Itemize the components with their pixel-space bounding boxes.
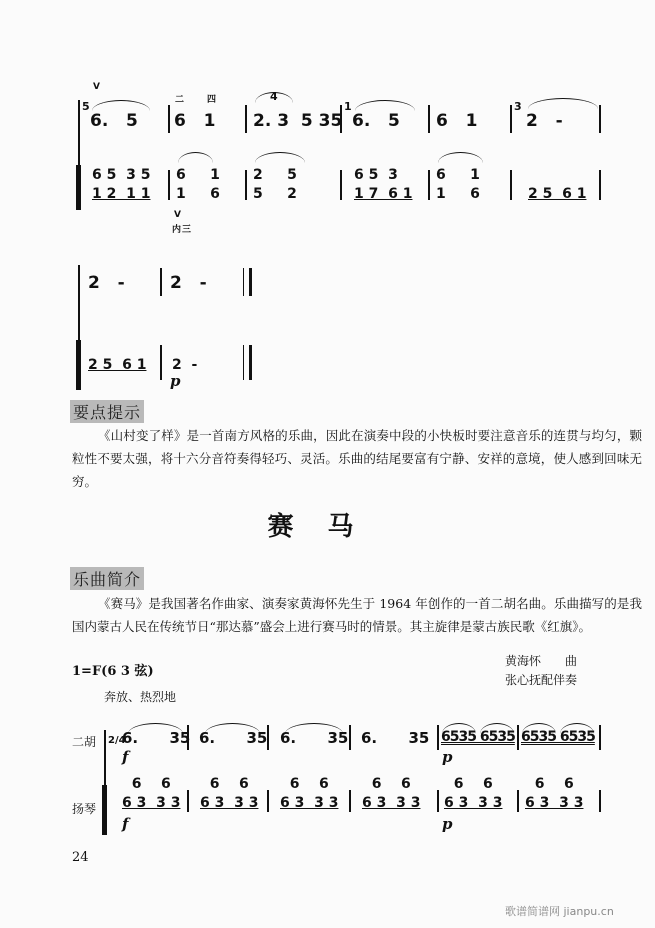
time-signature: 2/4 [108, 735, 126, 746]
piece-title: 赛马 [267, 512, 388, 542]
brace [102, 785, 107, 835]
yangqin-lower-measure: 2 5 6 1 [528, 186, 587, 202]
dynamic-mark: p [170, 372, 181, 390]
arranger: 张心抚配伴奏 [505, 673, 578, 687]
barline [510, 105, 512, 133]
barline [599, 170, 601, 200]
grace-note: 1 [344, 100, 352, 113]
watermark: 歌谱简谱网 jianpu.cn [505, 905, 614, 918]
dynamic-piano: p [442, 815, 453, 833]
slur [438, 152, 483, 163]
yangqin-upper-measure: 6 6 [362, 776, 411, 792]
erhu-measure: 6. 5 [90, 111, 138, 131]
yangqin-measure: 2 5 6 1 [88, 357, 147, 373]
yangqin-measure: 2 - [172, 357, 198, 373]
yangqin-upper-measure: 6 5 3 5 [92, 167, 151, 183]
bowing-mark: V [93, 82, 100, 92]
barline [517, 725, 519, 750]
yangqin-lower-measure: 6 3 3 3 [525, 795, 584, 811]
yangqin-label: 扬琴 [72, 802, 97, 816]
erhu-measure: 2. 3 5 35 [253, 111, 343, 131]
page-number: 24 [72, 850, 89, 865]
barline [428, 105, 430, 133]
string-mark: 内 [172, 225, 182, 235]
slur [255, 152, 305, 163]
tips-paragraph: 《山村变了样》是一首南方风格的乐曲，因此在演奏中段的小快板时要注意音乐的连贯与均匀，颗粒性不要太强，将十六分音符奏得轻巧、灵活。乐曲的结尾要富有宁静、安祥的意境，使人感到回味无穷。 [72, 428, 642, 489]
yangqin-lower-measure: 1 6 [176, 186, 220, 202]
final-barline [243, 345, 252, 380]
key-signature: 1=F(6 3 弦) [72, 664, 154, 679]
slur [528, 98, 598, 109]
barline [168, 105, 170, 133]
erhu-measure: 6 1 [436, 111, 478, 131]
grace-note: 5 [82, 100, 90, 113]
erhu-measure: 6. 5 [352, 111, 400, 131]
barline [599, 790, 601, 812]
erhu-measure: 6. 35 [199, 729, 268, 747]
barline [437, 725, 439, 750]
brace [76, 165, 81, 210]
slur [92, 100, 150, 111]
tempo-marking: 奔放、热烈地 [104, 690, 177, 704]
barline [437, 790, 439, 812]
erhu-measure: 6. 35 [280, 729, 349, 747]
tips-heading: 要点提示 [70, 400, 144, 423]
erhu-measure: 2 - [526, 111, 563, 131]
barline [428, 170, 430, 200]
erhu-measure: 2 - [88, 273, 125, 293]
yangqin-lower-measure: 6 3 3 3 [122, 795, 181, 811]
yangqin-lower-measure: 1 7 6 1 [354, 186, 413, 202]
yangqin-upper-measure: 2 5 [253, 167, 297, 183]
barline [187, 790, 189, 812]
barline [349, 790, 351, 812]
erhu-measure: 6535 6535 [521, 729, 595, 745]
yangqin-upper-measure: 6 6 [444, 776, 493, 792]
yangqin-lower-measure: 6 3 3 3 [444, 795, 503, 811]
yangqin-upper-measure: 6 1 [176, 167, 220, 183]
erhu-measure: 6 1 [174, 111, 216, 131]
slur [178, 152, 213, 163]
yangqin-lower-measure: 6 3 3 3 [280, 795, 339, 811]
yangqin-lower-measure: 6 3 3 3 [362, 795, 421, 811]
slur [355, 100, 415, 111]
yangqin-upper-measure: 6 6 [280, 776, 329, 792]
grace-note: 3 [514, 100, 522, 113]
yangqin-upper-measure: 6 1 [436, 167, 480, 183]
barline [599, 105, 601, 133]
final-barline [243, 268, 252, 296]
barline [517, 790, 519, 812]
string-mark: 二 [175, 95, 185, 105]
intro-paragraph: 《赛马》是我国著名作曲家、演奏家黄海怀先生于 1964 年创作的一首二胡名曲。乐曲描写的是我国内蒙古人民在传统节日“那达慕”盛会上进行赛马时的情景。其主旋律是蒙古族民歌《红旗》。 [72, 596, 642, 634]
yangqin-upper-measure: 6 6 [122, 776, 171, 792]
bowing-mark: V [174, 210, 181, 220]
barline [245, 170, 247, 200]
barline [160, 345, 162, 380]
yangqin-lower-measure: 1 6 [436, 186, 480, 202]
yangqin-upper-measure: 6 6 [200, 776, 249, 792]
barline [340, 170, 342, 200]
barline [349, 725, 351, 750]
yangqin-upper-measure: 6 5 3 [354, 167, 398, 183]
string-mark: 四 [207, 95, 217, 105]
erhu-label: 二胡 [72, 735, 97, 749]
erhu-measure: 6. 35 [361, 729, 430, 747]
brace [76, 340, 81, 390]
composer: 黄海怀 曲 [505, 654, 578, 668]
erhu-measure: 6535 6535 [441, 729, 515, 745]
barline [510, 170, 512, 200]
dynamic-forte: f [122, 748, 129, 766]
barline [267, 790, 269, 812]
yangqin-lower-measure: 6 3 3 3 [200, 795, 259, 811]
dynamic-piano: p [442, 748, 453, 766]
yangqin-lower-measure: 5 2 [253, 186, 297, 202]
erhu-measure: 2 - [170, 273, 207, 293]
erhu-measure: 6. 35 [122, 729, 191, 747]
grace-note: 4 [270, 90, 278, 103]
yangqin-lower-measure: 1 2 1 1 [92, 186, 151, 202]
barline [245, 105, 247, 133]
string-mark: 三 [182, 225, 192, 235]
dynamic-forte: f [122, 815, 129, 833]
barline [168, 170, 170, 200]
barline [160, 268, 162, 296]
barline [599, 725, 601, 750]
slur [255, 92, 293, 103]
intro-heading: 乐曲简介 [70, 567, 144, 590]
yangqin-upper-measure: 6 6 [525, 776, 574, 792]
